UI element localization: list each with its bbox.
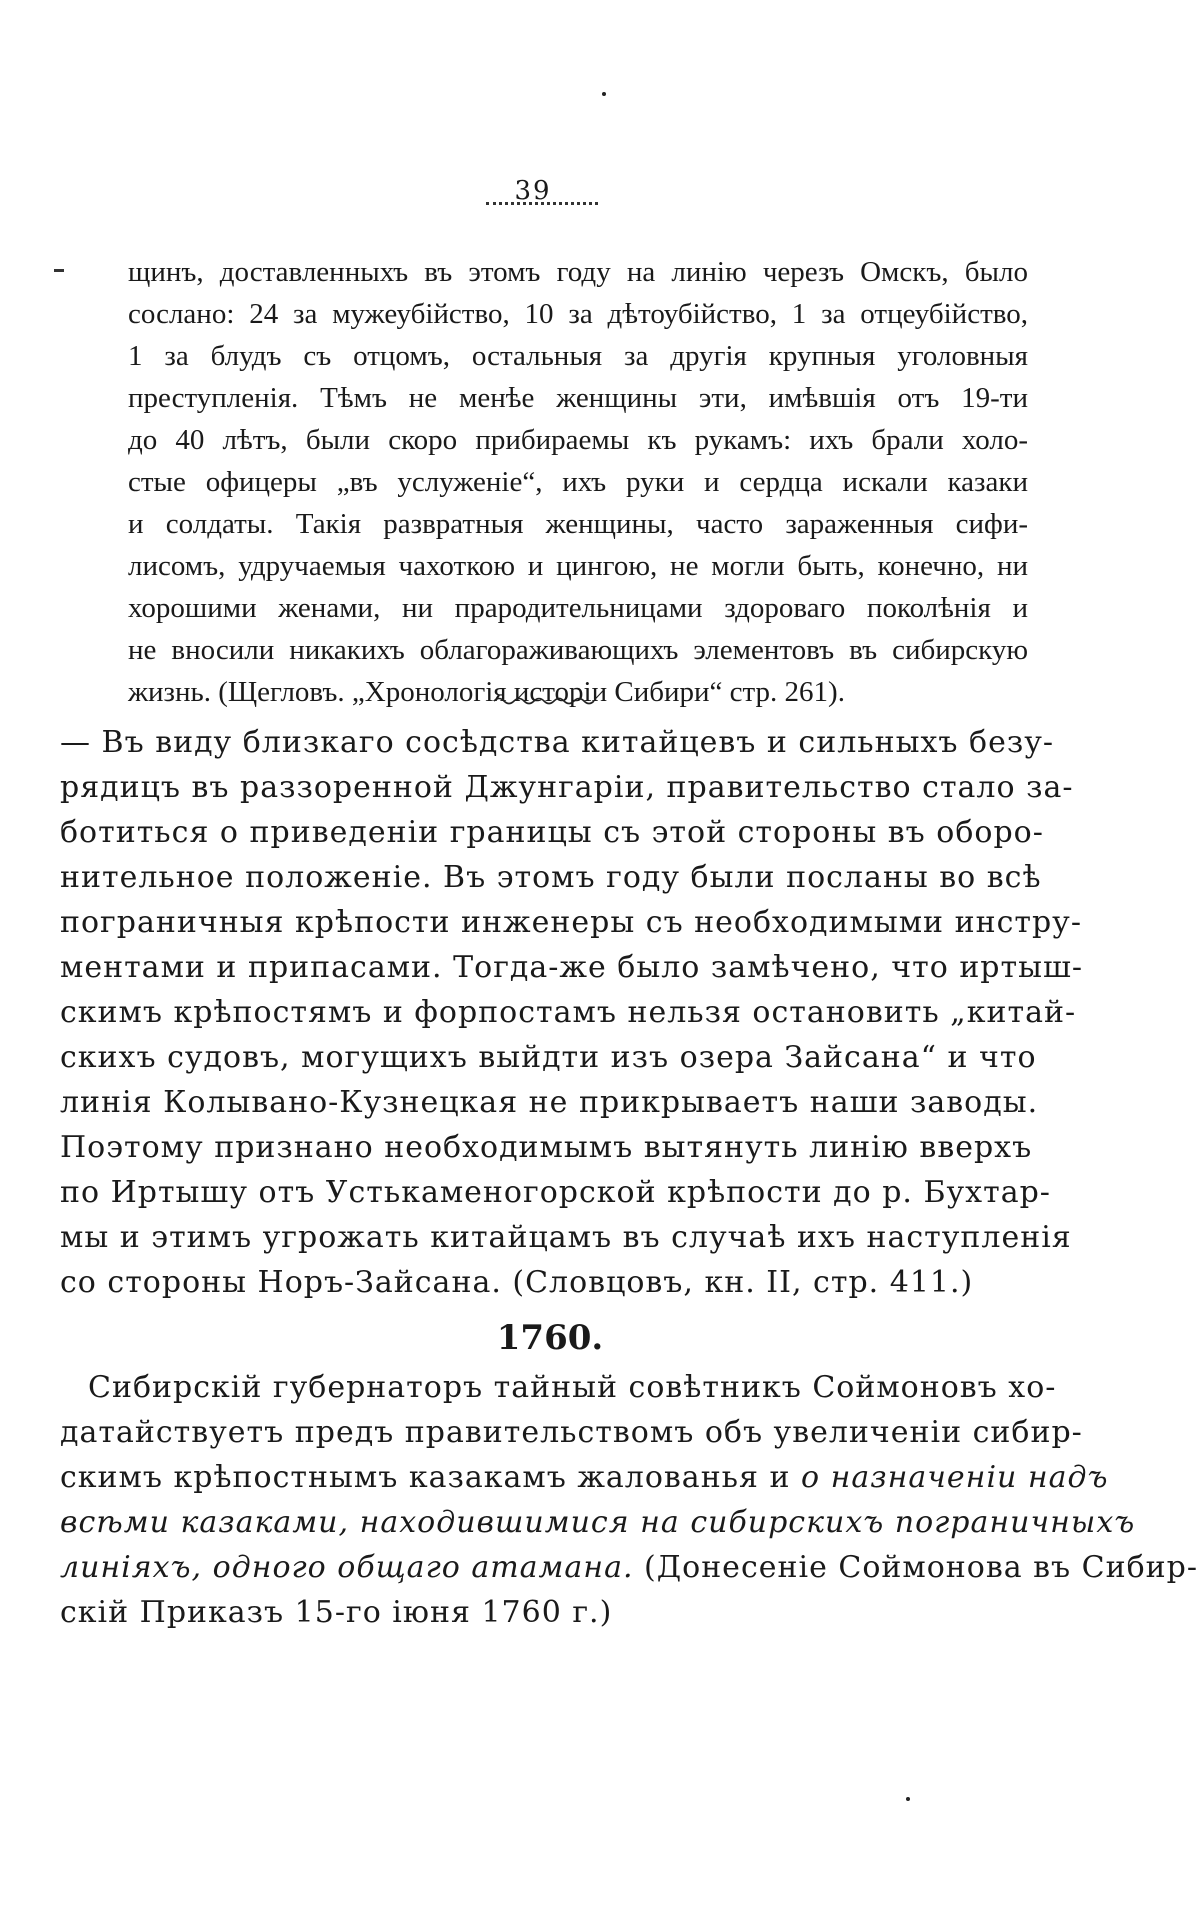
quote-line: стые офицеры „въ услуженіе“, ихъ руки и сердца искали казаки <box>128 466 1028 498</box>
text-line: скимъ крѣпостямъ и форпостамъ нельзя остановить „китай- <box>60 995 1077 1030</box>
text-line: линія Колывано-Кузнецкая не прикрываетъ наши заводы. <box>60 1085 1039 1120</box>
text-line: скій Приказъ 15-го іюня 1760 г.) <box>60 1595 613 1630</box>
text-line <box>60 1545 1198 1590</box>
text-line: со стороны Норъ-Зайсана. (Словцовъ, кн. II, стр. 411.) <box>60 1265 974 1300</box>
text-line: мы и этимъ угрожать китайцамъ въ случаѣ ихъ наступленія <box>60 1220 1072 1255</box>
quote-line: преступленія. Тѣмъ не менѣе женщины эти, имѣвшія отъ 19-ти <box>128 382 1028 414</box>
text-line: — Въ виду близкаго сосѣдства китайцевъ и сильныхъ безу- <box>60 725 1054 760</box>
quote-line: не вносили никакихъ облагораживающихъ элементовъ въ сибирскую <box>128 634 1028 666</box>
text-line: ментами и припасами. Тогда-же было замѣчено, что иртыш- <box>60 950 1084 985</box>
quote-line: сослано: 24 за мужеубійство, 10 за дѣтоубійство, 1 за отцеубійство, <box>128 298 1028 330</box>
quote-line: лисомъ, удручаемыя чахоткою и цингою, не могли быть, конечно, ни <box>128 550 1028 582</box>
text-line: пограничныя крѣпости инженеры съ необходимыми инстру- <box>60 905 1082 940</box>
text-line: Сибирскій губернаторъ тайный совѣтникъ Соймоновъ хо- <box>88 1370 1057 1405</box>
text-run: скимъ крѣпостнымъ казакамъ жалованья и <box>60 1460 802 1495</box>
margin-mark <box>54 269 64 272</box>
text-line-italic: всѣми казаками, находившимися на сибирскихъ пограничныхъ <box>60 1505 1136 1540</box>
page-number-underline <box>486 202 598 205</box>
scan-speck <box>906 1797 910 1801</box>
quote-line: до 40 лѣтъ, были скоро прибираемы къ рукамъ: ихъ брали холо- <box>128 424 1028 456</box>
scan-speck <box>602 92 606 96</box>
text-line: нительное положеніе. Въ этомъ году были посланы во всѣ <box>60 860 1042 895</box>
text-line: датайствуетъ предъ правительствомъ объ увеличеніи сибир- <box>60 1415 1083 1450</box>
quote-line: и солдаты. Такія развратныя женщины, часто зараженныя сифи- <box>128 508 1028 540</box>
quote-line: щинъ, доставленныхъ въ этомъ году на линію черезъ Омскъ, было <box>128 256 1028 288</box>
text-run: (Донесеніе Соймонова въ Сибир- <box>633 1550 1198 1585</box>
text-line: ботиться о приведеніи границы съ этой стороны въ оборо- <box>60 815 1044 850</box>
italic-run: линіяхъ, одного общаго атамана. <box>60 1550 634 1585</box>
text-line: Поэтому признано необходимымъ вытянуть линію вверхъ <box>60 1130 1033 1165</box>
text-line: по Иртышу отъ Устькаменогорской крѣпости до р. Бухтар- <box>60 1175 1051 1210</box>
quote-line: хорошими женами, ни прародительницами здороваго поколѣнія и <box>128 592 1028 624</box>
text-line <box>60 1455 1109 1500</box>
italic-run: о назначеніи надъ <box>801 1460 1109 1495</box>
year-heading: 1760. <box>496 1318 604 1358</box>
section-divider <box>492 694 602 706</box>
text-line: рядицъ въ раззоренной Джунгаріи, правительство стало за- <box>60 770 1074 805</box>
quote-line: 1 за блудъ съ отцомъ, остальныя за другія крупныя уголовныя <box>128 340 1028 372</box>
page-number: 39 <box>514 176 552 206</box>
text-line: скихъ судовъ, могущихъ выйдти изъ озера Зайсана“ и что <box>60 1040 1037 1075</box>
quote-line: жизнь. (Щегловъ. „Хронологія исторіи Сибири“ стр. 261). <box>128 676 845 708</box>
